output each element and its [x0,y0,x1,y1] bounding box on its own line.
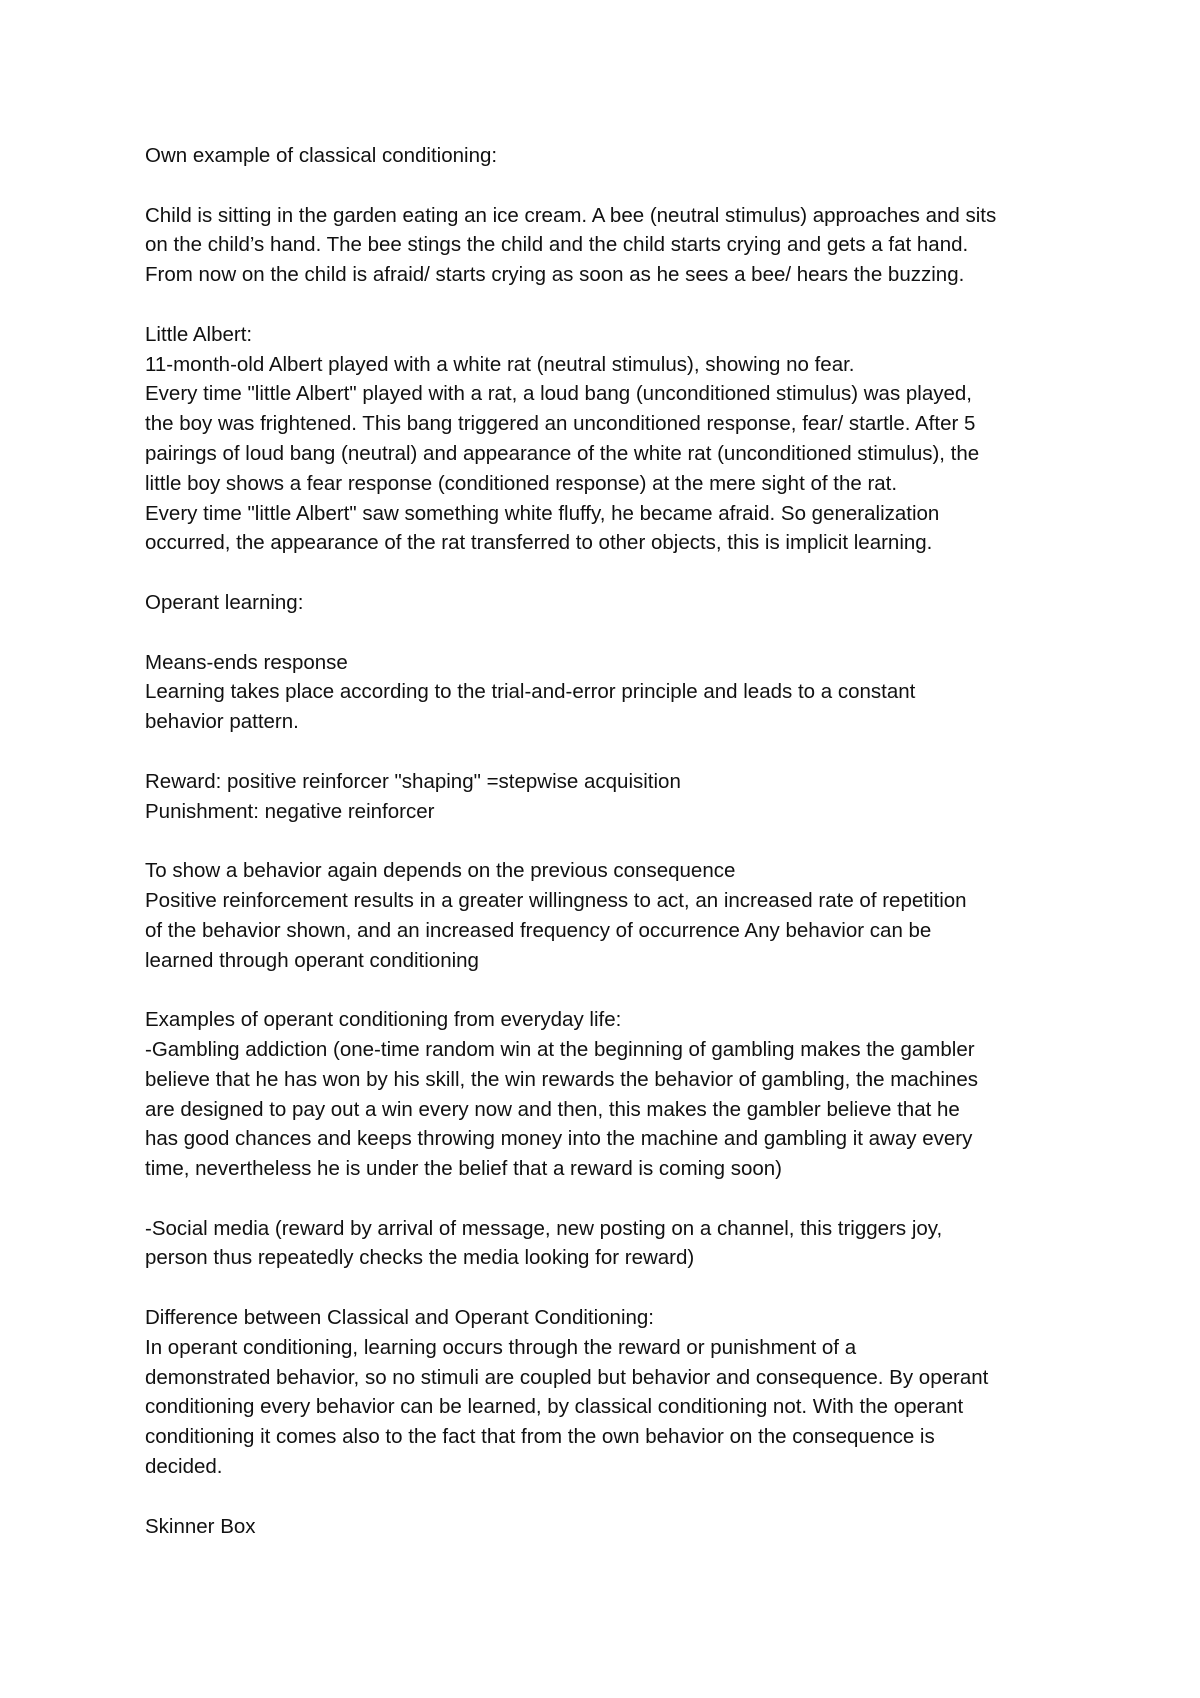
text-line: Child is sitting in the garden eating an ice cream. A bee (neutral stimulus) approaches and sits [145,203,997,227]
document-body [145,141,1075,1541]
paragraph-gap [145,1482,1075,1512]
text-line: Means-ends response [145,650,348,674]
text-line: Punishment: negative reinforcer [145,799,435,823]
heading-difference: Difference between Classical and Operant Conditioning: [145,1306,655,1330]
text-line: believe that he has won by his skill, the win rewards the behavior of gambling, the machines [145,1067,978,1091]
heading-operant-examples: Examples of operant conditioning from everyday life: [145,1008,622,1032]
text-line: behavior pattern. [145,710,299,734]
text-line: Positive reinforcement results in a greater willingness to act, an increased rate of repetition [145,888,967,912]
paragraph-gap [145,737,1075,767]
text-line: From now on the child is afraid/ starts crying as soon as he sees a bee/ hears the buzzing. [145,263,965,287]
text-line: pairings of loud bang (neutral) and appearance of the white rat (unconditioned stimulus), the [145,441,980,465]
text-line: -Social media (reward by arrival of message, new posting on a channel, this triggers joy, [145,1216,943,1240]
text-line: little boy shows a fear response (conditioned response) at the mere sight of the rat. [145,471,898,495]
paragraph-gap [145,171,1075,201]
text-line: Reward: positive reinforcer "shaping" =stepwise acquisition [145,769,681,793]
paragraph-gap [145,975,1075,1005]
heading-skinner-box: Skinner Box [145,1514,256,1538]
text-line: conditioning it comes also to the fact that from the own behavior on the consequence is [145,1425,935,1449]
text-line: on the child’s hand. The bee stings the child and the child starts crying and gets a fat hand. [145,233,969,257]
paragraph-gap [145,1184,1075,1214]
text-line: of the behavior shown, and an increased frequency of occurrence Any behavior can be [145,918,932,942]
text-line: has good chances and keeps throwing money into the machine and gambling it away every [145,1127,973,1151]
heading-operant-learning: Operant learning: [145,590,304,614]
text-line: Every time "little Albert" played with a rat, a loud bang (unconditioned stimulus) was played, [145,382,973,406]
text-line: person thus repeatedly checks the media looking for reward) [145,1246,695,1270]
text-line: Every time "little Albert" saw something white fluffy, he became afraid. So generalization [145,501,940,525]
text-line: Learning takes place according to the trial-and-error principle and leads to a constant [145,680,916,704]
heading-classical-example: Own example of classical conditioning: [145,144,498,167]
text-line: -Gambling addiction (one-time random win at the beginning of gambling makes the gambler [145,1037,975,1061]
text-line: To show a behavior again depends on the previous consequence [145,859,736,883]
text-line: 11-month-old Albert played with a white rat (neutral stimulus), showing no fear. [145,352,855,376]
text-line: the boy was frightened. This bang triggered an unconditioned response, fear/ startle. After 5 [145,412,976,436]
paragraph-gap [145,826,1075,856]
paragraph-gap [145,618,1075,648]
text-line: learned through operant conditioning [145,948,479,972]
text-line: time, nevertheless he is under the belief that a reward is coming soon) [145,1157,782,1181]
text-line: conditioning every behavior can be learned, by classical conditioning not. With the operant [145,1395,964,1419]
text-line: demonstrated behavior, so no stimuli are coupled but behavior and consequence. By operant [145,1365,989,1389]
text-line: decided. [145,1455,223,1479]
text-line: are designed to pay out a win every now and then, this makes the gambler believe that he [145,1097,960,1121]
text-line: In operant conditioning, learning occurs through the reward or punishment of a [145,1335,857,1359]
text-line: occurred, the appearance of the rat transferred to other objects, this is implicit learning. [145,531,933,555]
paragraph-gap [145,558,1075,588]
paragraph-gap [145,1273,1075,1303]
heading-little-albert: Little Albert: [145,322,253,346]
paragraph-gap [145,290,1075,320]
